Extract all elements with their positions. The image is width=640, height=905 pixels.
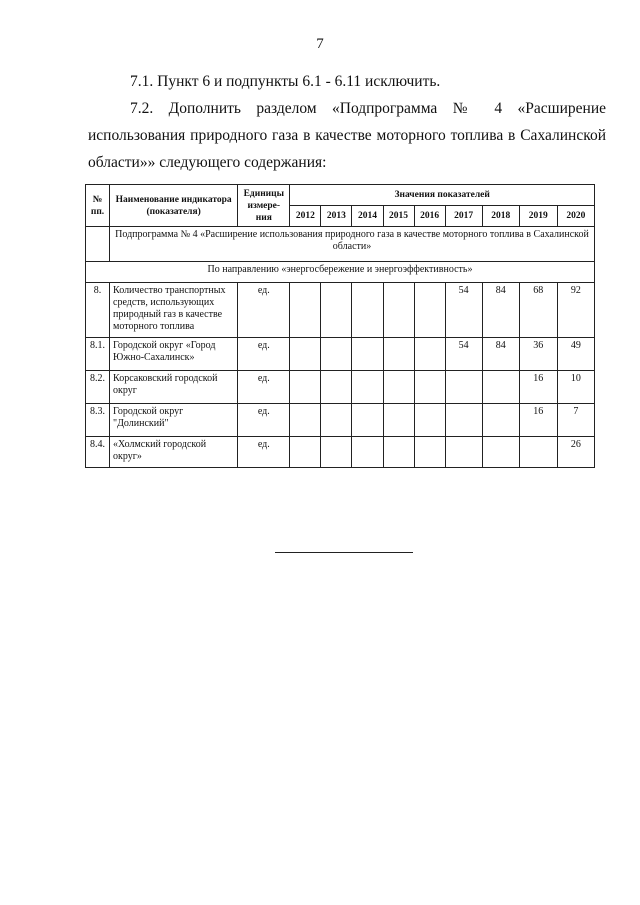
value-2019 bbox=[519, 437, 557, 468]
value-2018 bbox=[482, 404, 519, 437]
value-2014 bbox=[352, 404, 383, 437]
value-2013 bbox=[321, 338, 352, 371]
table-row bbox=[86, 338, 595, 371]
table-row bbox=[86, 437, 595, 468]
value-2013 bbox=[321, 371, 352, 404]
value-2019: 36 bbox=[519, 338, 557, 371]
paragraph-7-2-text: 7.2. Дополнить разделом «Подпрограмма № 4 «Расширение использования природного газа в качестве моторного топлива в Сахалинской области»» следующего содержания: bbox=[88, 100, 606, 171]
paragraph-7-2 bbox=[88, 95, 606, 176]
value-2019: 68 bbox=[519, 283, 557, 338]
row-num: 8.3. bbox=[86, 404, 110, 437]
empty-cell bbox=[86, 227, 110, 262]
row-name: Городской округ «Город Южно-Сахалинск» bbox=[110, 338, 238, 371]
header-values: Значения показателей bbox=[290, 185, 595, 206]
value-2012 bbox=[290, 371, 321, 404]
value-2014 bbox=[352, 371, 383, 404]
value-2015 bbox=[383, 404, 414, 437]
header-year: 2014 bbox=[352, 206, 383, 227]
row-name: Городской округ "Долинский" bbox=[110, 404, 238, 437]
table-row bbox=[86, 404, 595, 437]
subprogram-row bbox=[86, 227, 595, 262]
row-unit: ед. bbox=[238, 283, 290, 338]
header-year: 2013 bbox=[321, 206, 352, 227]
value-2012 bbox=[290, 437, 321, 468]
value-2016 bbox=[414, 283, 445, 338]
value-2014 bbox=[352, 283, 383, 338]
header-year: 2012 bbox=[290, 206, 321, 227]
value-2015 bbox=[383, 437, 414, 468]
row-unit: ед. bbox=[238, 404, 290, 437]
table-row bbox=[86, 283, 595, 338]
header-year: 2020 bbox=[557, 206, 594, 227]
value-2017: 54 bbox=[445, 283, 482, 338]
value-2017 bbox=[445, 437, 482, 468]
value-2018: 84 bbox=[482, 338, 519, 371]
value-2020: 10 bbox=[557, 371, 594, 404]
page-number: 7 bbox=[316, 36, 324, 52]
paragraph-7-1 bbox=[88, 68, 606, 95]
value-2013 bbox=[321, 404, 352, 437]
value-2015 bbox=[383, 371, 414, 404]
row-num: 8. bbox=[86, 283, 110, 338]
value-2016 bbox=[414, 338, 445, 371]
header-year: 2017 bbox=[445, 206, 482, 227]
subprogram-title: Подпрограмма № 4 «Расширение использования природного газа в качестве моторного топлива в Сахалинской области» bbox=[110, 227, 595, 262]
value-2017 bbox=[445, 404, 482, 437]
value-2020: 49 bbox=[557, 338, 594, 371]
value-2020: 7 bbox=[557, 404, 594, 437]
row-unit: ед. bbox=[238, 338, 290, 371]
value-2019: 16 bbox=[519, 404, 557, 437]
value-2014 bbox=[352, 437, 383, 468]
value-2017: 54 bbox=[445, 338, 482, 371]
value-2015 bbox=[383, 283, 414, 338]
value-2017 bbox=[445, 371, 482, 404]
row-name: Корсаковский городской округ bbox=[110, 371, 238, 404]
value-2016 bbox=[414, 437, 445, 468]
value-2020: 92 bbox=[557, 283, 594, 338]
value-2014 bbox=[352, 338, 383, 371]
header-name: Наименование индикатора (показателя) bbox=[110, 185, 238, 227]
row-name: Количество транспортных средств, использующих природный газ в качестве моторного топлива bbox=[110, 283, 238, 338]
value-2018 bbox=[482, 437, 519, 468]
indicators-table bbox=[85, 184, 595, 468]
row-num: 8.2. bbox=[86, 371, 110, 404]
row-unit: ед. bbox=[238, 371, 290, 404]
row-num: 8.1. bbox=[86, 338, 110, 371]
table-header-row bbox=[86, 185, 595, 206]
row-num: 8.4. bbox=[86, 437, 110, 468]
end-divider bbox=[275, 552, 413, 553]
value-2015 bbox=[383, 338, 414, 371]
value-2012 bbox=[290, 338, 321, 371]
value-2012 bbox=[290, 404, 321, 437]
value-2012 bbox=[290, 283, 321, 338]
value-2019: 16 bbox=[519, 371, 557, 404]
header-year: 2019 bbox=[519, 206, 557, 227]
header-unit: Единицы измере-ния bbox=[238, 185, 290, 227]
value-2018: 84 bbox=[482, 283, 519, 338]
direction-title: По направлению «энергосбережение и энергоэффективность» bbox=[86, 262, 595, 283]
value-2018 bbox=[482, 371, 519, 404]
row-unit: ед. bbox=[238, 437, 290, 468]
value-2016 bbox=[414, 404, 445, 437]
paragraph-7-1-text: 7.1. Пункт 6 и подпункты 6.1 - 6.11 исключить. bbox=[130, 73, 441, 90]
header-year: 2015 bbox=[383, 206, 414, 227]
direction-row bbox=[86, 262, 595, 283]
value-2016 bbox=[414, 371, 445, 404]
header-num: № пп. bbox=[86, 185, 110, 227]
header-year: 2018 bbox=[482, 206, 519, 227]
value-2020: 26 bbox=[557, 437, 594, 468]
row-name: «Холмский городской округ» bbox=[110, 437, 238, 468]
table-row bbox=[86, 371, 595, 404]
value-2013 bbox=[321, 283, 352, 338]
value-2013 bbox=[321, 437, 352, 468]
header-year: 2016 bbox=[414, 206, 445, 227]
